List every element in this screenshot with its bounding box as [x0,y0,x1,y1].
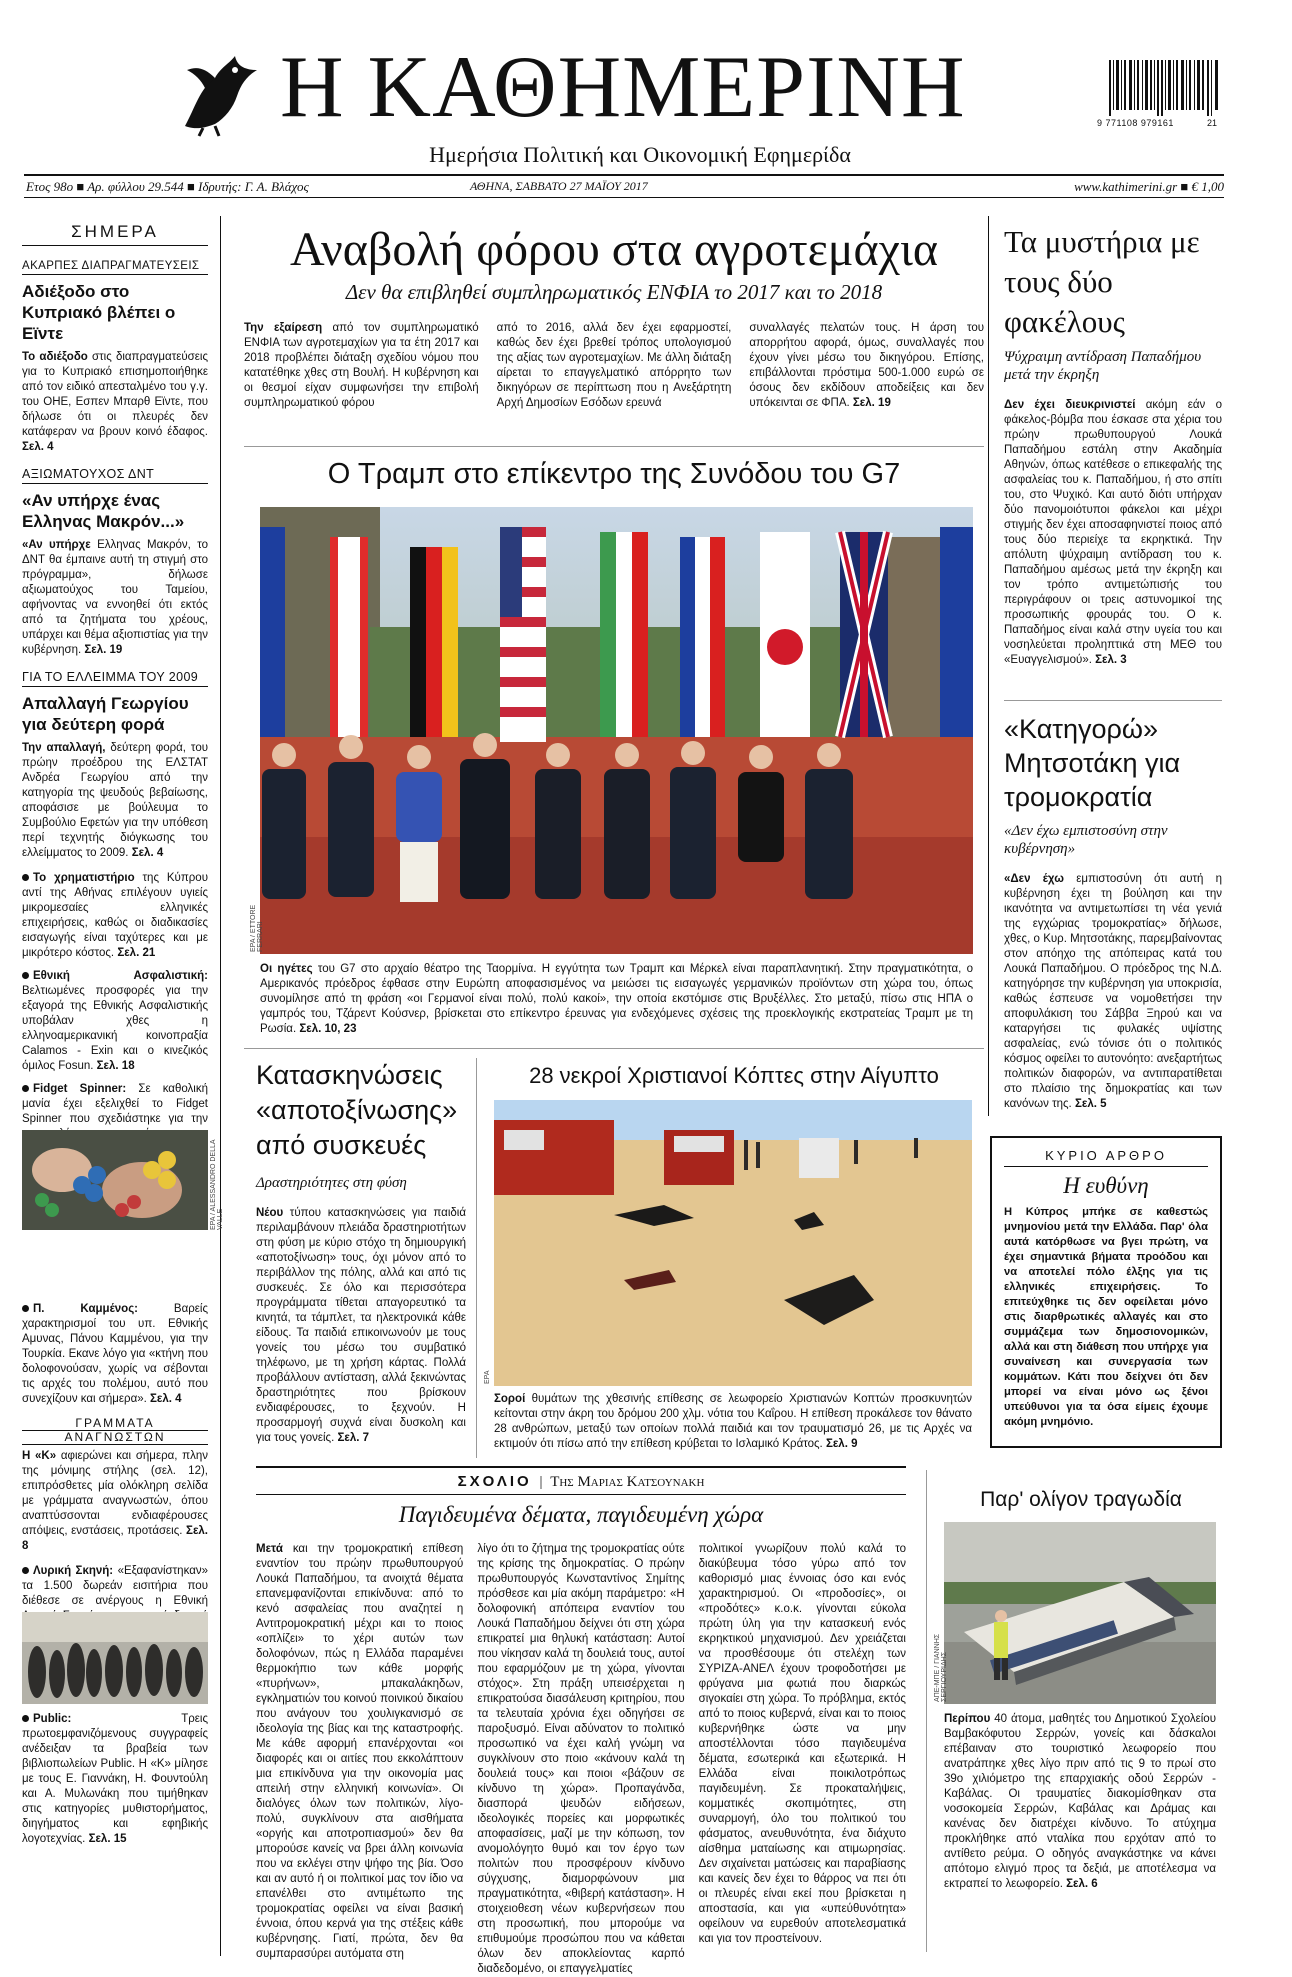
egypt-photo-credit: EPA [484,1370,491,1384]
fidget-photo-credit: EPA / ALESSANDRO DELLA VALLE [210,1139,224,1230]
bus-text: Περίπου 40 άτομα, μαθητές του Δημοτικού Σχολείου Βαμβακόφυτου Σερρών, γονείς και δάσκαλοι επέβαιναν στο τουριστικό λεωφορείο που ανατράπηκε χθες λίγο πριν από τις 9 το πρωί στο 39ο χιλιόμετρο της επαρχιακής οδού Σερρών - Καβάλας. Οι τραυματίες διακομίσθηκαν στα νοσοκομεία Σερρών, Καβάλας και Δράμας και κανένας δεν διατρέχει κίνδυνο. Το ατύχημα προκλήθηκε από νταλίκα που ερχόταν από το αντίθετο ρεύμα. Ο οδηγός αναγκάστηκε να κάνει απότομο ελιγμό προς τα δεξιά, με αποτέλεσμα να εκτραπεί το λεωφορείο. Σελ. 6 [944,1713,1216,1890]
sidebar-divider [220,216,221,1956]
camps-divider [476,1058,477,1458]
g7-photo-credit: EPA / ETTORE FERRARI [250,904,264,952]
editorial-text: Η Κύπρος μπήκε σε καθεστώς μνημονίου μετά την Ελλάδα. Παρ' όλα αυτά κατόρθωσε να βγει πρώτη, να έχει σημαντικά βήματα προόδου και να αποτελεί πόλο έλξης για τις ελληνικές επιχειρήσεις. Το επιτεύχθηκε τις δεν οφείλεται μόνο στις διαρθρωτικές αλλαγές και στο συμμάζεμα των δημοσιονομικών, αλλά και στη διάθεση που υπήρχε για συναίνεση και συνεργασία των κομμάτων. Κάτι που δείχνει ότι δεν μπορεί να είναι μόνο ως ξένοι υπεύθυνοι για τα όσα είμεις έχουμε ακόμη μνημόνιο. [1004,1206,1208,1428]
envelopes-text: Δεν έχει διευκρινιστεί ακόμη εάν ο φάκελος-βόμβα που έσκασε στα χέρια του πρώην πρωθυπουργού Λουκά Παπαδήμου εστάλη στην Ακαδημία Αθηνών, όπως κατέθεσε ο επικεφαλής της ασφαλείας του κ. Παπαδήμου, ή στο σπίτι του, στο Ψυχικό. Και αυτό διότι υπήρχαν δύο πανομοιότυποι φάκελοι και μέχρι στιγμής δεν έχει αποσαφηνιστεί ποιος από τους δύο περιείχε τα εκρηκτικά. Την απόλυτη ψύχραιμη αντίδραση του κ. Παπαδήμου αμέσως μετά την έκρηξη και τον τρόπο αντιμετώπισής του περιγράφουν οι τρεις αστυνομικοί της προσωπικής φρουράς του. Ο κ. Παπαδήμος είναι καλά στην υγεία του και νοσηλεύεται προληπτικά στη ΜΕΘ του «Ευαγγελισμού». Σελ. 3 [1004,399,1222,666]
fidget-spinner-photo [22,1130,208,1230]
bus-divider [926,1470,927,1952]
bullet-icon [22,972,29,979]
kammenos-brief[interactable]: Π. Καμμένος: Βαρείς χαρακτηρισμοί του υπ. Εθνικής Αμυνας, Πάνου Καμμένου, για την Τουρκία. Εκανε λόγο για «κτήνη που δολοφονούσαν, χωρίς να σέβονται τις αρχές του πολέμου, αυτό που συνεχίζουν και σήμερα». Σελ. 4 [22,1303,209,1405]
bullet-icon [22,1715,29,1722]
fidget-brief-intro[interactable]: Fidget Spinner: Σε καθολική μανία έχει εξελιχθεί το Fidget Spinner που σχεδιάστηκε για την [22,1083,208,1125]
today-sidebar-bottom [22,1712,208,1847]
envelopes-subtitle: Ψύχραιμη αντίδραση Παπαδήμου μετά την έκρηξη [1004,349,1202,383]
letters-header-line2: ΑΝΑΓΝΩΣΤΩΝ [22,1430,208,1445]
bus-title[interactable]: Παρ' ολίγον τραγωδία [980,1488,1182,1511]
editorial-title[interactable]: Η ευθύνη [1063,1173,1149,1198]
opinion-rule-top [256,1466,906,1468]
opinion-columns [256,1542,906,1975]
lead-story-rule [244,446,984,447]
bullet-icon [22,1567,29,1574]
cyprus-kicker: ΑΚΑΡΠΕΣ ΔΙΑΠΡΑΓΜΑΤΕΥΣΕΙΣ [22,260,208,275]
mitsotakis-text: «Δεν έχω εμπιστοσύνη ότι αυτή η κυβέρνηση έχει τη βούληση και την ικανότητα να αντιμετωπίσει τη νέα γενιά της εγχώριας τρομοκρατίας» δήλωσε, χθες, ο Κυρ. Μητσοτάκης, παρεμβαίνοντας στον απόηχο της απόπειρας κατά του Λουκά Παπαδήμου. Ο πρόεδρος της Ν.Δ. κατηγόρησε την κυβέρνηση για υποκρισία, καθώς έσπευσε να νομοθετήσει την αποφυλάκιση του Σάββα Ξηρού και να καταργήσει τις φυλακές υψίστης ασφαλείας, ενώ τόνισε ότι ο πολιτικός κόσμος οφείλει το αυτονόητο: ανεξαρτήτως πολιτικών διαφορών, να αντιπαρατίθεται στο πλαίσιο της δημοκρατίας και των κανόνων της. Σελ. 5 [1004,873,1223,1110]
today-sidebar-lower [22,1302,208,1654]
opera-queue-photo [22,1612,208,1704]
issue-info: Ετος 98ο ■ Αρ. φύλλου 29.544 ■ Ιδρυτής: Γ. Α. Βλάχος [26,179,309,194]
masthead-rule-top [24,174,1224,176]
cyprus-title[interactable]: Αδιέξοδο στο Κυπριακό βλέπει ο Εϊντε [22,282,176,343]
editorial-box [990,1136,1222,1448]
g7-caption: Οι ηγέτες του G7 στο αρχαίο θέατρο της Ταορμίνα. Η εγγύτητα των Τραμπ και Μέρκελ είναι παραπλανητική. Στην πραγματικότητα, ο Αμερικανός πρόεδρος έφθασε στην Ευρώπη αποφασισμένος να μειώσει τις εισαγωγές γερμανικών προϊόντων στη χώρα του, όπως συνομίλησε από τη φράση «οι Γερμανοί είναι πολύ, πολύ κακοί», την οποία εκστόμισε στις Βρυξέλλες. Στο μεταξύ, πίσω στις ΗΠΑ ο γαμπρός του, Τζάρεντ Κούσνερ, βρίσκεται στο επίκεντρο έρευνας για ενδεχόμενες σχέσεις της προεκλογικής εκστρατείας Τραμπ με τη Ρωσία. Σελ. 10, 23 [260,963,973,1035]
masthead [0,0,1292,200]
right-column-divider [988,216,989,1116]
camps-text: Νέου τύπου κατασκηνώσεις για παιδιά περιλαμβάνουν πλειάδα δραστηριοτήτων στη φύση με κύριο στόχο τη δημιουργική «αποτοξίνωση» τους, όχι μόνον από το περιβάλλον της πόλης, αλλά και από τις συσκευές. Σε όλο και περισσότερα προγράμματα τίθεται απαγορευτικό τα κινητά, τα τάμπλετ, τα ηλεκτρονικά κάθε είδους. Τα παιδιά επικοινωνούν με τους γονείς του μέσω του συμβατικό τηλέφωνο, με τη χρήση κάρτας. Πολλά προβάλλουν αντίσταση, αλλά ξεκινώντας δραστηριότητες που βρίσκουν ενδιαφέρουσες, το ξεχνούν. Η προσαρμογή συχνά είναι δυσκολη και για τους γονείς. Σελ. 7 [256,1207,466,1444]
lead-story-col1: Την εξαίρεση από τον συμπληρωματικό ΕΝΦΙΑ των αγροτεμαχίων για τα έτη 2017 και 2018 προβλέπει διάταξη σχεδίου νόμου που κατατέθηκε χθες στη Βουλή. Η κυβέρνηση και οι θεσμοί είχαν συμφωνήσει την επιβολή συμπληρωματικού φόρου [244,322,479,409]
camps-story [256,1058,466,1446]
lead-story-col2: από το 2016, αλλά δεν έχει εφαρμοστεί, καθώς δεν έχει βρεθεί τρόπος υπολογισμού της αξίας των αγροτεμαχίων. Με άλλη διάταξη αίρεται το επαγγελματικό απόρρητο των δικηγόρων σε περίπτωση που η Ανεξάρτητη Αρχή Δημοσίων Εσόδων ερευνά [496,322,732,409]
letters-header-line1: ΓΡΑΜΜΑΤΑ [75,1416,155,1430]
masthead-rule-bottom [24,197,1224,198]
bus-accident-photo [944,1522,1216,1704]
today-header: ΣΗΜΕΡΑ [22,222,208,246]
camps-title[interactable]: Κατασκηνώσεις «αποτοξίνωσης» από συσκευές [256,1060,458,1160]
opinion-author: Της Μαριας Κατσουνακη [550,1474,705,1490]
georgiou-title[interactable]: Απαλλαγή Γεωργίου για δεύτερη φορά [22,694,189,734]
ethniki-brief[interactable]: Εθνική Ασφαλιστική: Βελτιωμένες προσφορές για την εξαγορά της Εθνικής Ασφαλιστικής υποβάλαν χθες η ελληνοαμερικανική κοινοπραξία Calamos - Exin και ο κινεζικός όμιλος Fosun. Σελ. 18 [22,970,208,1072]
opinion-col1: Μετά και την τρομοκρατική επίθεση εναντίον του πρώην πρωθυπουργού Λουκά Παπαδήμου, τα ανοιχτά θέματα επανεμφανίζονται επικίνδυνα: από το κενό ασφαλείας που αναζητεί η Αντιτρομοκρατική μέχρι και το ποιος «οπλίζει» το χέρι αυτών των δολοφόνων, πώς η Ελλάδα παραμένει θερμοκήπιο των κάθε μορφής «πυρήνων», μπακαλάκηδων, εγκληματιών του κοινού ποινικού δικαίου που ανάγουν του χουλιγκανισμό σε ιδεολογία της βίας και της καταστροφής. Με κάθε αφορμή επανέρχονται «οι διαφορές και οι αιτίες που εκκολάπτουν μια επικίνδυνα για την οικονομία μας απειλή στην ελληνική κοινωνία». Οι διαλόγες όλων των πολιτικών, λίγο-πολύ, συγκλίνουν στα αισθήματα «οργής και αποτροπιασμού» δεν θα μπορούσε κανείς να βρει άλλη κοινωνία που να εκλέγει στην ψήφο της βία. Όσο και αν αυτό ή οι πολιτικοί μας τον ίδιο να επανέλθει στο αντιμέτωπο της τρομοκρατίας οφείλει να είναι βασική έννοια, όπου κερνά για της στέξεις κάθε κυβέρνησης. Γιατί, πρώτα, δεν θα συμπαρασύρει αυτόματα στη [256,1543,464,1960]
envelopes-title[interactable]: Τα μυστήρια με τους δύο φακέλους [1004,224,1200,339]
egypt-attack-photo [494,1100,972,1386]
today-sidebar [22,222,208,1187]
lead-story-title[interactable]: Αναβολή φόρου στα αγροτεμάχια [289,223,939,276]
website-price[interactable]: www.kathimerini.gr ■ € 1,00 [1074,179,1224,194]
imf-title[interactable]: «Αν υπήρχε ένας Ελληνας Μακρόν...» [22,491,185,531]
lead-story [244,222,984,411]
opinion-rule-mid [256,1494,906,1495]
masthead-title: Η ΚΑΘΗΜΕΡΙΝΗ [280,39,966,136]
opera-brief-intro[interactable]: Λυρική Σκηνή: «Εξαφανίστηκαν» τα 1.500 δωρεάν εισιτήρια που διέθεσε σε ανέργους η Εθνική [22,1565,208,1607]
bus-photo-credit: ΑΠΕ-ΜΠΕ / ΓΙΑΝΝΗΣ ΣΕΡΓΙΟΥΡΙΔΗΣ [934,1633,948,1702]
opinion-label: ΣΧΟΛΙΟ [457,1473,532,1490]
g7-title[interactable]: Ο Τραμπ στο επίκεντρο της Συνόδου του G7 [327,458,901,490]
egypt-caption: Σοροί θυμάτων της χθεσινής επίθεσης σε λεωφορείο Χριστιανών Κοπτών προσκυνητών κείτονται στην άκρη του δρόμου 200 χλμ. νότια του Καΐρου. Η επίθεση προκάλεσε τον θάνατο 28 ανθρώπων, μεταξύ των οποίων πολλά παιδιά και τον τραυματισμό 26, με τις Αρχές να εκτιμούν ότι πίσω από την επίθεση κρύβεται το Ισλαμικό Κράτος. Σελ. 9 [494,1393,972,1450]
letters-header [22,1417,208,1445]
letters-text[interactable]: Η «Κ» αφιερώνει και σήμερα, πλην της μόνιμης στήλης (σελ. 12), επιπρόσθετες μία ολόκληρη σελίδα με γράμματα αναγνωστών, όπου αναπτύσσονται ενδιαφέρουσες απόψεις, ενστάσεις, προτάσεις. Σελ. 8 [22,1450,208,1552]
g7-leaders-photo [260,507,973,954]
masthead-subtitle: Ημερήσια Πολιτική και Οικονομική Εφημερίδα [429,142,851,167]
mitsotakis-title[interactable]: «Κατηγορώ» Μητσοτάκη για τρομοκρατία [1004,714,1181,812]
imf-kicker: ΑΞΙΩΜΑΤΟΥΧΟΣ ΔΝΤ [22,467,208,484]
georgiou-kicker: ΓΙΑ ΤΟ ΕΛΛΕΙΜΜΑ ΤΟΥ 2009 [22,670,208,687]
opinion-col3: πολιτικοί γνωρίζουν πολύ καλά το διακύβευμα τόσο γύρω από τον καθορισμό μιας έννοιας όσο και ενός χαρακτηρισμού. Οι «προδοσίες», οι «προδότες» κ.ο.κ. γίνονται εύκολα πρώτη ύλη για την κατασκευή ενός εκρηκτικού μηχανισμού. Δεν χρειάζεται να προσθέσουμε ότι στελέχη των ΣΥΡΙΖΑ-ΑΝΕΛ έχουν τροφοδοτήσει με φρύγανα μια φωτιά που διαρκώς σιγοκαίει στη χώρα. Το πρόβλημα, εκτός από το ποιος κυβερνά, είναι και το ποιος κυβερνήθηκε ώστε να μην αποστέλλονται τόσο παγιδευμένα δέματα, εσωτερικά και εξωτερικά. Η Ελλάδα είναι ποικιλοτρόπως παγιδευμένη. Σε προκαταλήψεις, κομματικές σκοπιμότητες, στη συναρμογή, όλο του πολιτικού του φάσματος, ανευθυνότητα, ένα διάχυτο αίσθημα ματαίωσης και ατιμωρησίας. Δεν σιχαίνεται ματώσεις και παραβίασης και κανείς δεν έχει το θάρρος να πει ότι οι πλευρές είναι εκεί που βρίσκεται η αποστασία, και για «υπεύθυνότητα» οφείλουν να ευρεθούν αποτελεσματικά και για τον προστείνουν. [698,1543,906,1945]
barcode [1107,60,1223,116]
opinion-title[interactable]: Παγιδευμένα δέματα, παγιδευμένη χώρα [398,1502,764,1527]
right-mid-story [1004,712,1222,1112]
imf-text: «Αν υπήρχε Ελληνας Μακρόν, το ΔΝΤ θα έμπαινε αυτή τη στιγμή στο πρόγραμμα», δήλωσε αξιωματούχος του Ταμείου, αφήνοντας να εννοηθεί ότι εκτός από τα ζητήματα του χρέους, υπάρχει και θέμα αξιοπιστίας για την κυβέρνηση. Σελ. 19 [22,539,208,656]
editorial-header: ΚΥΡΙΟ ΑΡΘΡΟ [1004,1148,1208,1167]
public-awards-brief[interactable]: Public: Τρεις πρωτοεμφανιζόμενους συγγραφείς ανέδειξαν τα βραβεία των βιβλιοπωλείων Public. Η «Κ» μίλησε με τους Ε. Γιαννάκη, Η. Φουντούλη και Α. Μυλωνάκη που τιμήθηκαν στις κατηγορίες μυθιστορήματος, διηγήματος και εφηβικής λογοτεχνίας. Σελ. 15 [22,1713,208,1845]
bullet-icon [22,1305,29,1312]
barcode-issue: 21 [1207,118,1218,128]
opinion-header [256,1473,906,1491]
georgiou-text: Την απαλλαγή, δεύτερη φορά, του πρώην προέδρου της ΕΛΣΤΑΤ Ανδρέα Γεωργίου από την κατηγορία της ψευδούς βεβαίωσης, αποφάσισε με βούλευμα το Συμβούλιο Εφετών για την υπόθεση περί τεχνητής διόγκωσης του ελλείμματος το 2009. Σελ. 4 [22,742,208,859]
right-top-rule [1004,700,1222,701]
mitsotakis-subtitle: «Δεν έχω εμπιστοσύνη στην κυβέρνηση» [1004,823,1168,857]
bullet-icon [22,1085,29,1092]
lead-story-subtitle: Δεν θα επιβληθεί συμπληρωματικός ΕΝΦΙΑ το 2017 και το 2018 [345,280,883,304]
barcode-number: 9 771108 979161 [1097,118,1174,128]
lead-story-columns [244,321,984,411]
egypt-title[interactable]: 28 νεκροί Χριστιανοί Κόπτες στην Αίγυπτο [529,1063,939,1088]
opinion-col2: λίγο ότι το ζήτημα της τρομοκρατίας ούτε της κρίσης της δημοκρατίας. Ο πρώην πρωθυπουργός Κωνσταντίνος Σημίτης πρόσθεσε και μία ακόμη παράμετρο: «Η δολοφονική απόπειρα εναντίον του Λουκά Παπαδήμου δείχνει ότι στη χώρα επικρατεί μια θηλυκή κατάσταση: Αυτοί που νίκησαν καλά τη δουλειά τους, αυτοί που εφαρμόζουν με τη χώρα, γίνονται στόχος». Στη πράξη υπεισέρχεται η επικρατούσα διασάλευση κριτηρίου, που τα τελευταία χρόνια έχει οδηγήσει σε παροξυσμό. Είναι αδύνατον το πολιτικό προσωπικό να έχει καλή γνώμη να συγκλίνουν στο ποιο «κάνουν καλά τη δουλειά τους» και ποιοι «βάζουν σε κίνδυνο τη χώρα». Προπαγάνδα, διασπορά ψευδών ειδήσεων, ιδεολογικές πορείες και μορφωτικές αποφασίσεις, μαζί με την κόπωση, τον ανομολόγητο θυμό και τον έργο των πολιτών που προσφέρουν κίνδυνο σύγχυσης, διαμορφώνουν μια πραγματικότητα, «θιβερή κατάσταση». Η στοιχειοθεση νέων κυβερνήσεων που στη προσωπική, που μπορούμε να επιθυμούμε προσώπου που να κάθεται όλων δεν αποκλείοντας καρπό διαδεδομένο, οι επαγγελματίες [477,1543,685,1975]
lead-story-col3: συναλλαγές πελατών τους. Η άρση του απορρήτου αφορά, όμως, συναλλαγές που έχουν γίνει μέσω του δικηγόρου. Επίσης, επιβάλλονται πρόστιμα 500-1.000 ευρώ σε όσους δεν εκδίδουν αποδείξεις και δεν υπόκεινται σε ΦΠΑ. Σελ. 19 [749,322,985,409]
camps-subtitle: Δραστηριότητες στη φύση [256,1175,407,1191]
mid-rule [244,1048,984,1049]
date-line: ΑΘΗΝΑ, ΣΑΒΒΑΤΟ 27 ΜΑΪΟΥ 2017 [470,179,648,193]
cyprus-text: Το αδιέξοδο στις διαπραγματεύσεις για το Κυπριακό επισημοποιήθηκε από τον ειδικό απεσταλμένο του γ.γ. του ΟΗΕ, Εσπεν Μπαρθ Εϊντε, που δήλωσε ότι οι πλευρές δεν κατάφεραν να βρουν κοινό έδαφος. Σελ. 4 [22,351,208,453]
opinion-sep: | [539,1474,543,1490]
bullet-icon [22,874,29,881]
right-top-story [1004,222,1222,668]
owl-logo-icon [175,48,265,138]
stock-exchange-brief[interactable]: Το χρηματιστήριο της Κύπρου αντί της Αθήνας επιλέγουν υγιείς μικρομεσαίες ελληνικές επιχειρήσεις, καθώς οι διαδικασίες εισαγωγής είναι ταχύτερες και με μικρότερο κόστος. Σελ. 21 [22,872,208,959]
